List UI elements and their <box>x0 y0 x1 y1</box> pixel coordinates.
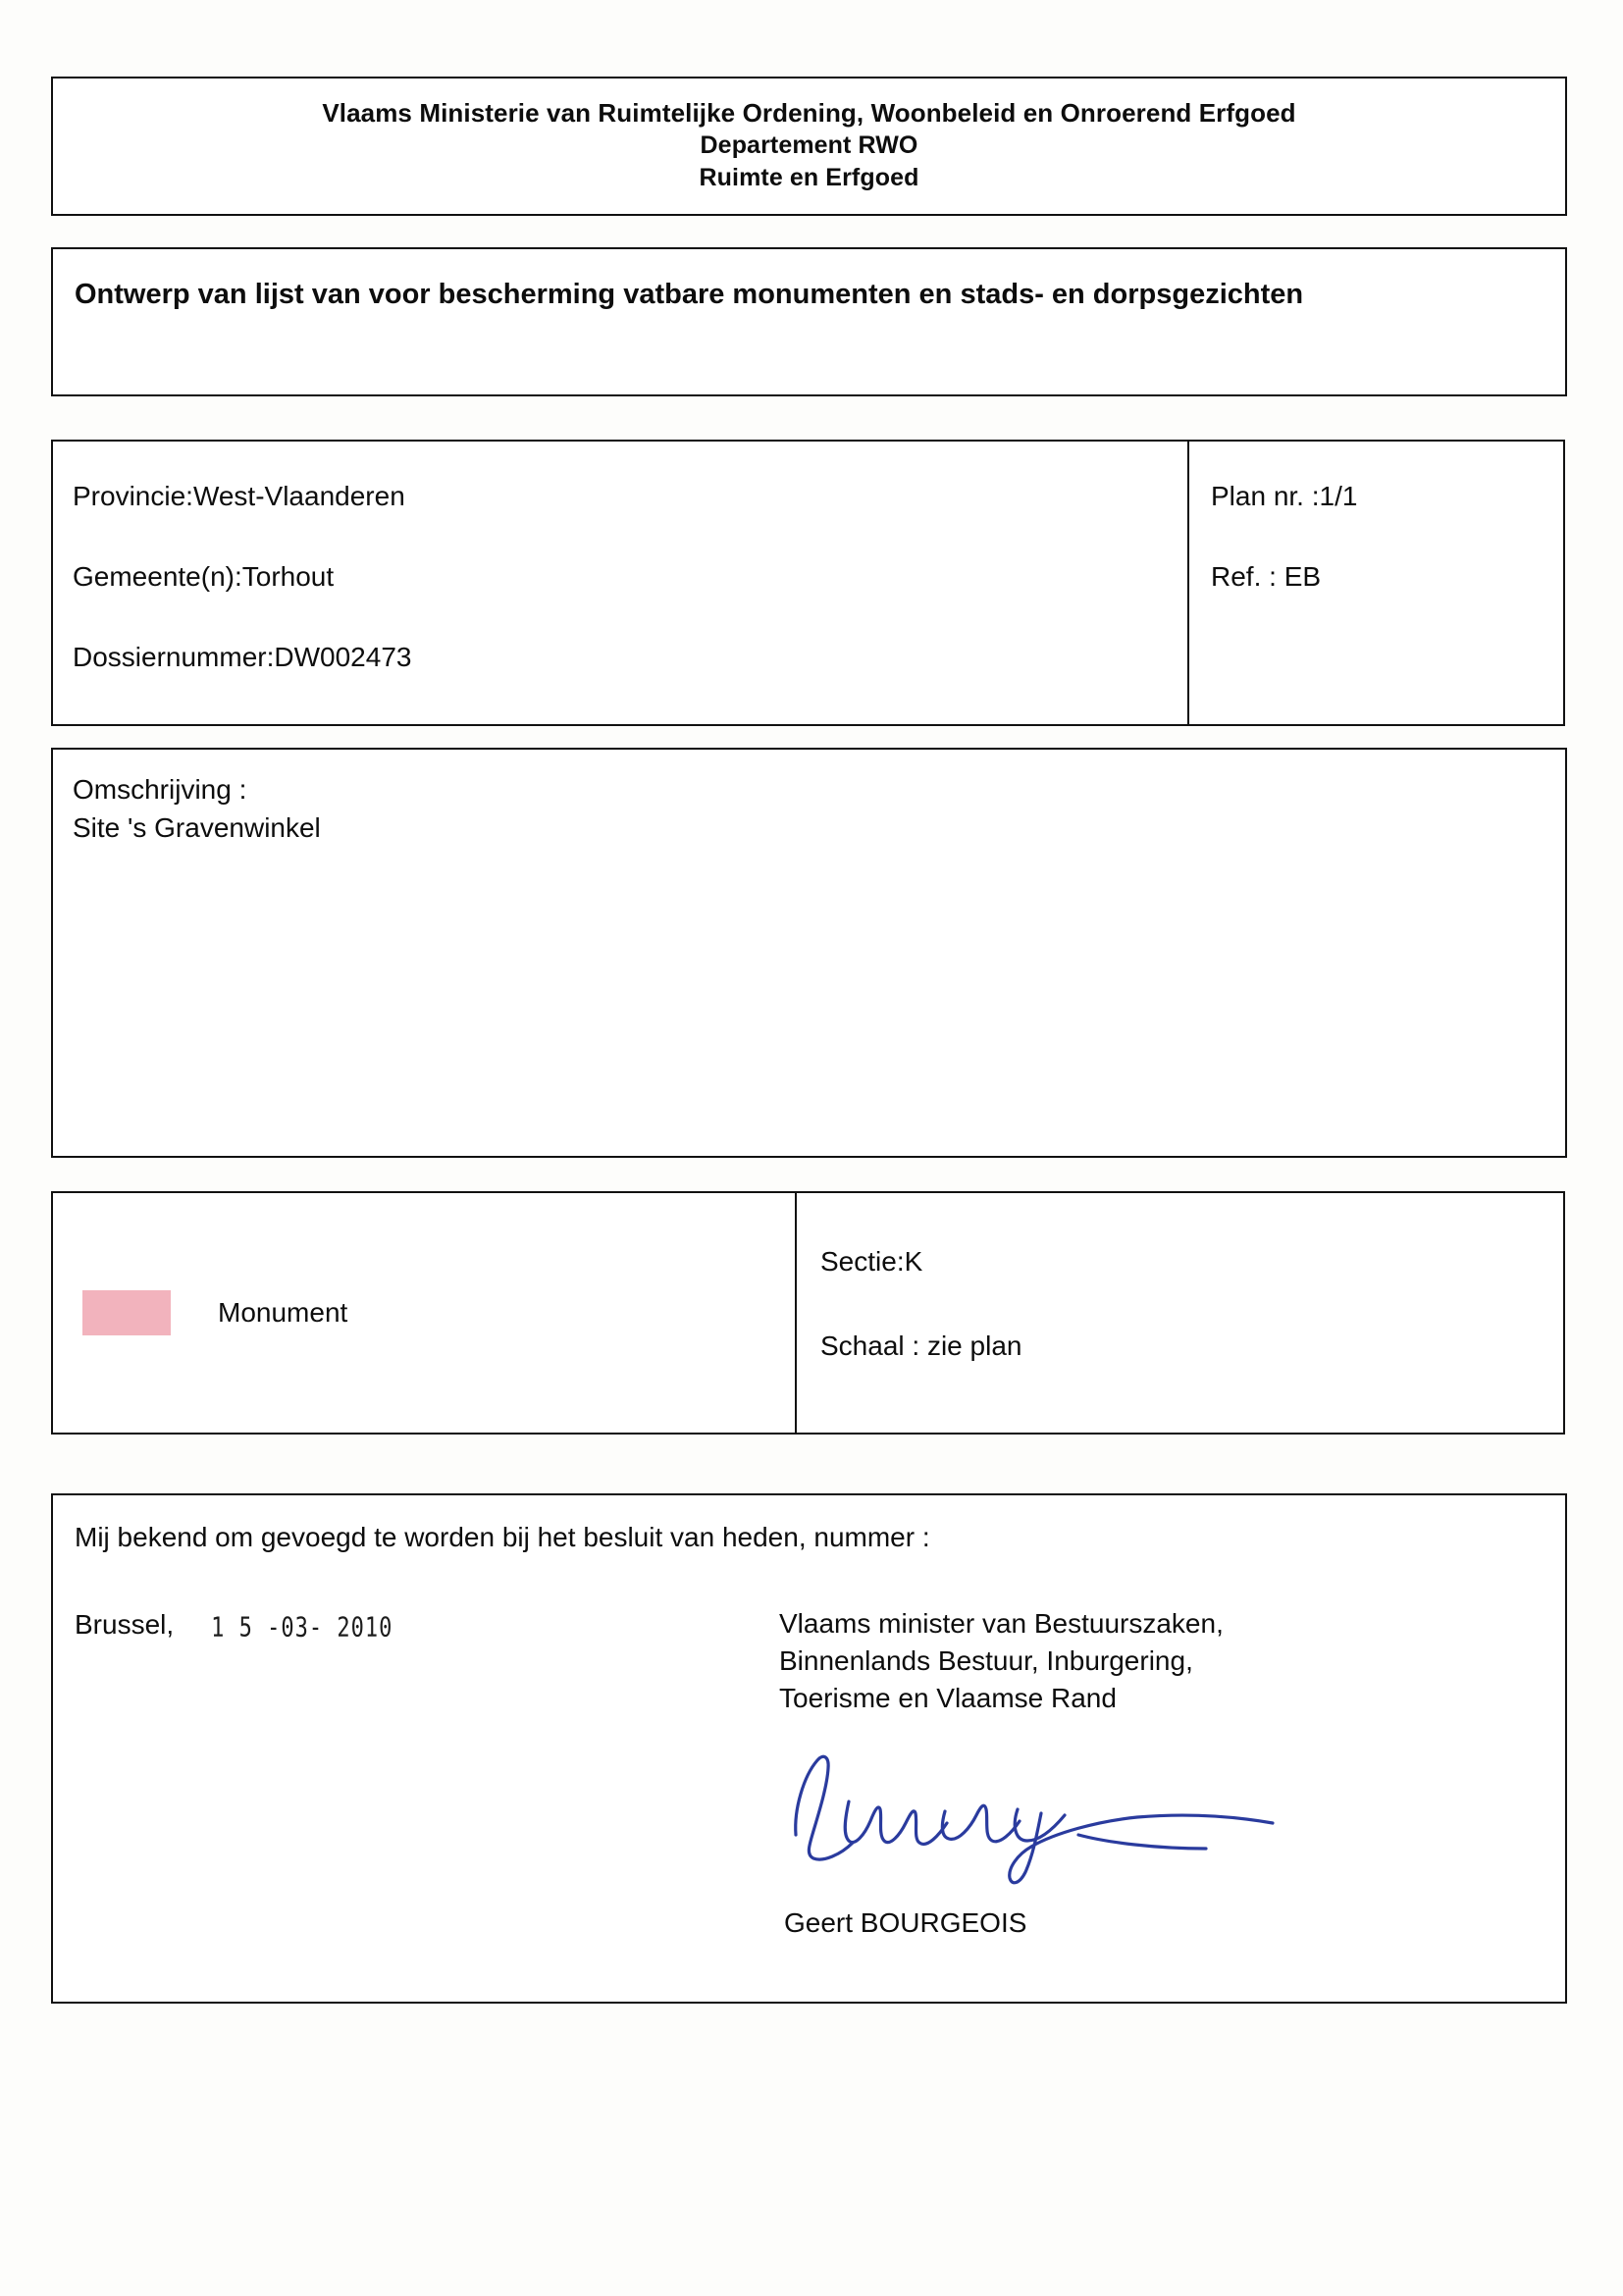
scale-field: Schaal : zie plan <box>820 1331 1022 1362</box>
division-name: Ruimte en Erfgoed <box>699 164 919 192</box>
monument-color-swatch <box>82 1290 171 1335</box>
decision-statement: Mij bekend om gevoegd te worden bij het besluit van heden, nummer : <box>75 1522 930 1553</box>
signature-panel <box>51 1493 1567 2004</box>
date-stamp: 1 5 -03- 2010 <box>211 1612 393 1644</box>
description-value: Site 's Gravenwinkel <box>73 811 321 843</box>
minister-title <box>779 1605 1224 1717</box>
info-left-panel <box>51 440 1189 726</box>
info-section <box>51 440 1567 726</box>
description-label: Omschrijving : <box>73 774 247 806</box>
province-field: Provincie:West-Vlaanderen <box>73 481 405 512</box>
plan-number-field: Plan nr. :1/1 <box>1211 481 1358 512</box>
section-field: Sectie:K <box>820 1246 923 1278</box>
department-name: Departement RWO <box>700 131 918 160</box>
place-label: Brussel, <box>75 1608 175 1640</box>
document-title <box>51 247 1567 396</box>
info-right-panel <box>1187 440 1565 726</box>
document-title-text: Ontwerp van lijst van voor bescherming vatbare monumenten en stads- en dorpsgezichten <box>75 279 1304 311</box>
legend-label: Monument <box>218 1297 348 1329</box>
minister-title-line-2: Binnenlands Bestuur, Inburgering, <box>779 1645 1193 1677</box>
legend-section <box>51 1191 1567 1435</box>
signer-name: Geert BOURGEOIS <box>784 1907 1027 1939</box>
ministry-name: Vlaams Ministerie van Ruimtelijke Ordening, Woonbeleid en Onroerend Erfgoed <box>322 98 1296 128</box>
minister-title-line-3: Toerisme en Vlaamse Rand <box>779 1683 1117 1714</box>
section-scale-panel <box>795 1191 1565 1435</box>
minister-title-line-1: Vlaams minister van Bestuurszaken, <box>779 1608 1224 1640</box>
description-panel <box>51 748 1567 1158</box>
signature-icon <box>784 1741 1334 1888</box>
reference-field: Ref. : EB <box>1211 561 1322 593</box>
document-sheet <box>51 77 1567 2157</box>
municipality-field: Gemeente(n):Torhout <box>73 561 335 593</box>
legend-panel <box>51 1191 797 1435</box>
ministry-header <box>51 77 1567 216</box>
dossier-number-field: Dossiernummer:DW002473 <box>73 642 412 673</box>
